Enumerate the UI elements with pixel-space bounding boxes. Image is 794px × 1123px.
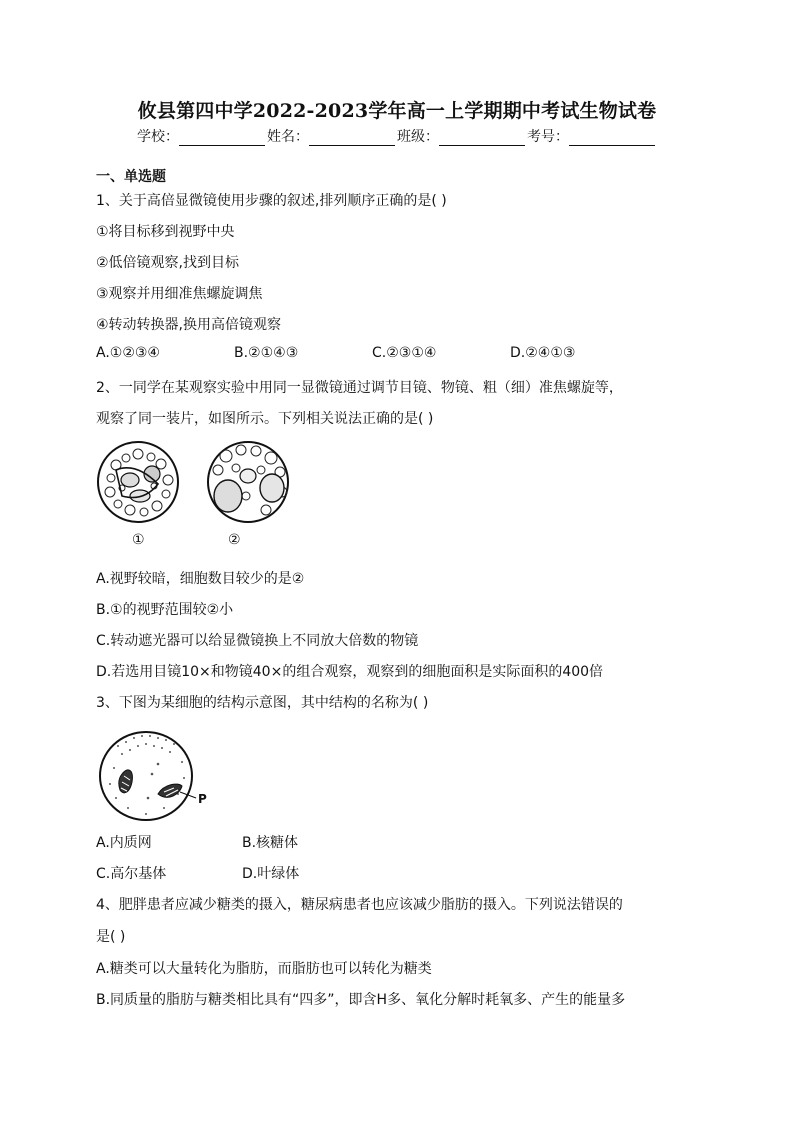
q1-step-3: ③观察并用细准焦螺旋调焦 bbox=[96, 286, 263, 302]
school-blank[interactable] bbox=[179, 131, 265, 146]
exam-no-blank[interactable] bbox=[569, 131, 655, 146]
figure-label-2: ② bbox=[228, 532, 241, 548]
school-label: 学校： bbox=[137, 129, 179, 145]
section-heading: 一、单选题 bbox=[96, 169, 166, 185]
q1-option-c[interactable]: C.②③①④ bbox=[372, 345, 437, 361]
q1-option-d[interactable]: D.②④①③ bbox=[510, 345, 576, 361]
name-label: 姓名： bbox=[267, 129, 309, 145]
q4-option-b[interactable]: B.同质量的脂肪与糖类相比具有“四多”，即含H多、氧化分解时耗氧多、产生的能量多 bbox=[96, 992, 626, 1008]
q1-option-b[interactable]: B.②①④③ bbox=[234, 345, 299, 361]
q1-option-a[interactable]: A.①②③④ bbox=[96, 345, 160, 361]
q2-option-c[interactable]: C.转动遮光器可以给显微镜换上不同放大倍数的物镜 bbox=[96, 633, 419, 649]
q2-option-a[interactable]: A.视野较暗，细胞数目较少的是② bbox=[96, 571, 305, 587]
microscope-view-figures bbox=[96, 440, 296, 530]
q3-option-a[interactable]: A.内质网 bbox=[96, 835, 152, 851]
q1-step-4: ④转动转换器,换用高倍镜观察 bbox=[96, 317, 282, 333]
q4-option-a[interactable]: A.糖类可以大量转化为脂肪，而脂肪也可以转化为糖类 bbox=[96, 961, 432, 977]
q3-stem: 3、下图为某细胞的结构示意图，其中结构的名称为( ) bbox=[96, 695, 429, 711]
page-title: 攸县第四中学2022-2023学年高一上学期期中考试生物试卷 bbox=[137, 100, 657, 122]
name-blank[interactable] bbox=[309, 131, 395, 146]
q3-option-b[interactable]: B.核糖体 bbox=[242, 835, 299, 851]
q4-stem-line1: 4、肥胖患者应减少糖类的摄入，糖尿病患者也应该减少脂肪的摄入。下列说法错误的 bbox=[96, 897, 623, 913]
q3-option-d[interactable]: D.叶绿体 bbox=[242, 866, 300, 882]
q1-stem: 1、关于高倍显微镜使用步骤的叙述,排列顺序正确的是( ) bbox=[96, 193, 447, 209]
q4-stem-line2: 是( ) bbox=[96, 929, 126, 945]
class-blank[interactable] bbox=[439, 131, 525, 146]
q3-option-c[interactable]: C.高尔基体 bbox=[96, 866, 167, 882]
q1-step-1: ①将目标移到视野中央 bbox=[96, 224, 235, 240]
cell-structure-figure bbox=[98, 724, 218, 824]
class-label: 班级： bbox=[397, 129, 439, 145]
q1-step-2: ②低倍镜观察,找到目标 bbox=[96, 255, 240, 271]
student-info-row bbox=[0, 126, 794, 146]
structure-label-p: P bbox=[198, 792, 207, 806]
exam-no-label: 考号： bbox=[527, 129, 569, 145]
q2-option-d[interactable]: D.若选用目镜10×和物镜40×的组合观察，观察到的细胞面积是实际面积的400倍 bbox=[96, 664, 604, 680]
microscope-view-2 bbox=[208, 442, 288, 522]
q2-stem-line2: 观察了同一装片，如图所示。下列相关说法正确的是( ) bbox=[96, 411, 434, 427]
microscope-view-1 bbox=[98, 442, 178, 522]
q2-stem-line1: 2、一同学在某观察实验中用同一显微镜通过调节目镜、物镜、粗（细）准焦螺旋等， bbox=[96, 380, 623, 396]
figure-label-1: ① bbox=[132, 532, 145, 548]
q2-option-b[interactable]: B.①的视野范围较②小 bbox=[96, 602, 234, 618]
